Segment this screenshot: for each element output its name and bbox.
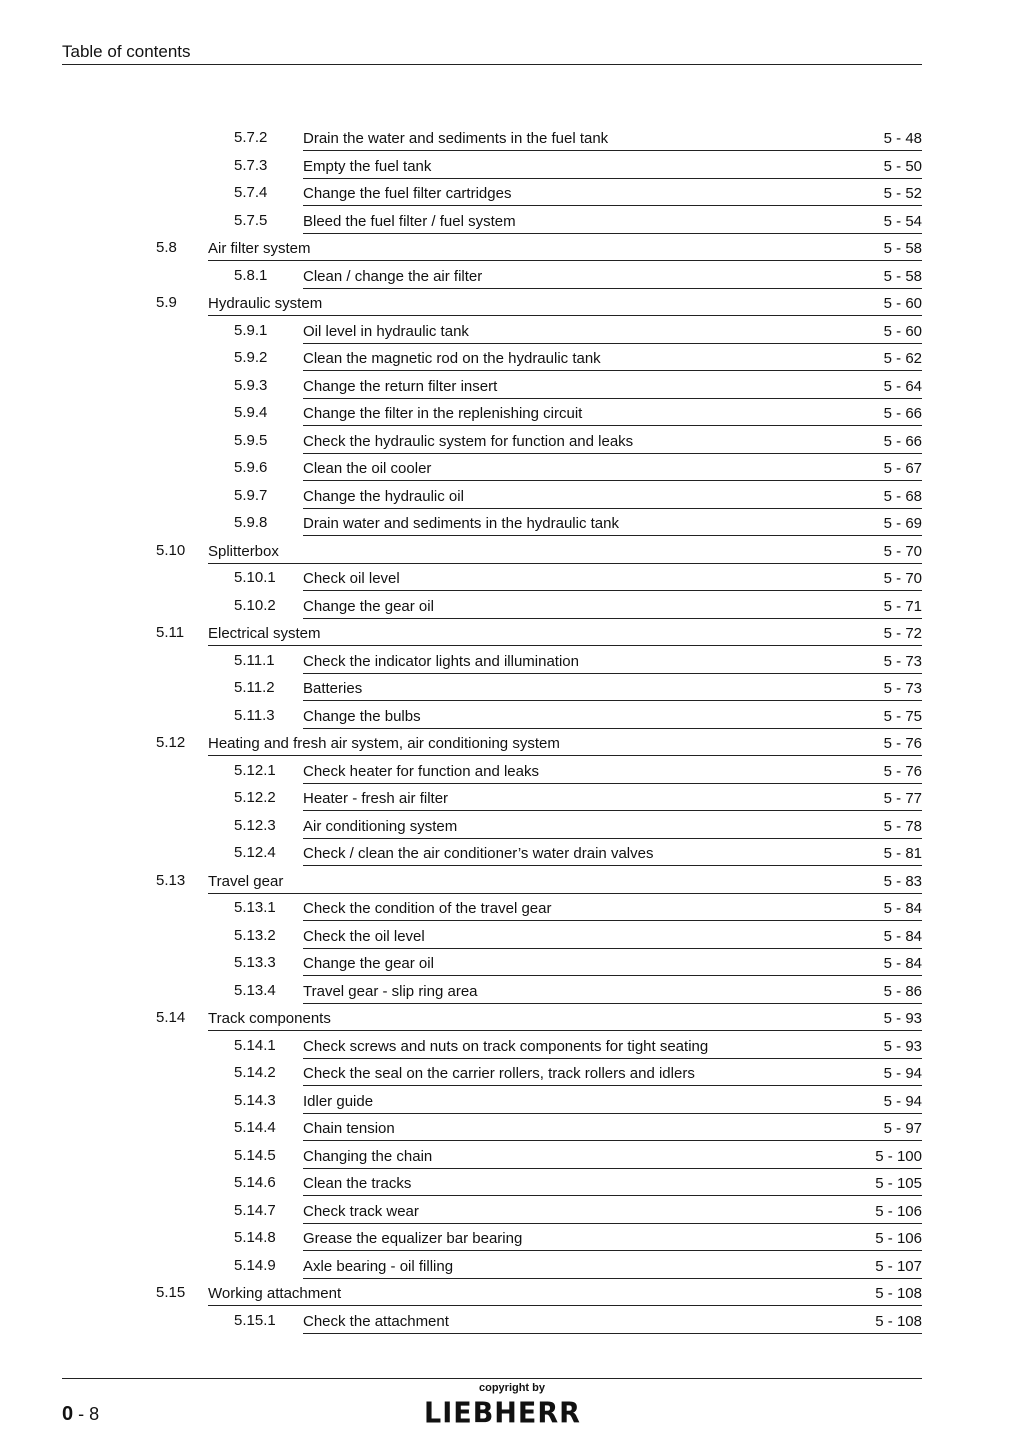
toc-entry-title: Clean the oil cooler	[303, 454, 922, 481]
toc-entry[interactable]	[0, 1224, 1024, 1252]
toc-entry-number: 5.13.2	[234, 926, 276, 944]
toc-entry[interactable]	[0, 1197, 1024, 1225]
chapter-number: 0	[62, 1403, 74, 1425]
toc-entry-number: 5.14.9	[234, 1256, 276, 1274]
toc-entry-number: 5.14.4	[234, 1119, 276, 1136]
toc-entry-number: 5.13.4	[234, 981, 276, 999]
toc-entry-number: 5.12.2	[234, 789, 276, 806]
toc-entry-page: 5 - 73	[883, 652, 922, 670]
toc-entry-page: 5 - 70	[883, 570, 922, 587]
toc-entry[interactable]	[0, 839, 1024, 867]
toc-entry-title: Change the bulbs	[303, 702, 922, 729]
toc-entry-number: 5.9.7	[234, 486, 268, 504]
toc-entry-title: Clean the tracks	[303, 1169, 922, 1196]
toc-entry-page: 5 - 78	[883, 817, 922, 835]
toc-entry[interactable]	[0, 867, 1024, 895]
toc-entry-title: Change the filter in the replenishing circuit	[303, 399, 922, 426]
toc-entry-title: Check track wear	[303, 1197, 922, 1224]
toc-entry-title: Electrical system	[208, 619, 922, 646]
toc-entry[interactable]	[0, 399, 1024, 427]
toc-entry-number: 5.9.8	[234, 514, 268, 531]
toc-entry[interactable]	[0, 784, 1024, 812]
toc-entry-number: 5.14.1	[234, 1036, 276, 1054]
toc-entry-title: Air filter system	[208, 234, 922, 261]
toc-entry-title: Check the condition of the travel gear	[303, 894, 922, 921]
toc-entry-number: 5.14.5	[234, 1146, 276, 1164]
toc-entry-page: 5 - 84	[883, 900, 922, 917]
toc-entry-page: 5 - 93	[883, 1037, 922, 1055]
toc-entry-title: Air conditioning system	[303, 812, 922, 839]
toc-entry-number: 5.14.2	[234, 1064, 276, 1081]
toc-entry[interactable]	[0, 1307, 1024, 1335]
toc-entry[interactable]	[0, 1252, 1024, 1280]
toc-entry[interactable]	[0, 179, 1024, 207]
toc-entry-page: 5 - 93	[883, 1010, 922, 1027]
toc-entry-title: Travel gear - slip ring area	[303, 977, 922, 1004]
toc-entry-title: Change the return filter insert	[303, 372, 922, 399]
toc-entry-page: 5 - 105	[875, 1175, 922, 1192]
toc-entry[interactable]	[0, 344, 1024, 372]
toc-entry-page: 5 - 81	[883, 845, 922, 862]
toc-entry-page: 5 - 106	[875, 1202, 922, 1220]
toc-entry-number: 5.13.1	[234, 899, 276, 916]
toc-entry-page: 5 - 108	[875, 1312, 922, 1330]
toc-entry[interactable]	[0, 729, 1024, 757]
toc-entry-page: 5 - 50	[883, 157, 922, 175]
toc-entry-number: 5.10.1	[234, 569, 276, 586]
toc-entry-number: 5.12.3	[234, 816, 276, 834]
toc-entry-number: 5.7.3	[234, 156, 268, 174]
toc-entry-page: 5 - 94	[883, 1065, 922, 1082]
toc-entry-page: 5 - 58	[883, 267, 922, 285]
toc-entry-number: 5.11.1	[234, 651, 275, 669]
toc-entry-number: 5.7.4	[234, 184, 268, 201]
toc-entry-number: 5.15	[156, 1284, 186, 1301]
toc-entry-page: 5 - 62	[883, 350, 922, 367]
toc-entry[interactable]	[0, 482, 1024, 510]
toc-entry[interactable]	[0, 619, 1024, 647]
toc-entry-number: 5.12.4	[234, 844, 276, 861]
toc-entry-page: 5 - 83	[883, 872, 922, 890]
toc-entry-title: Change the fuel filter cartridges	[303, 179, 922, 206]
toc-entry-page: 5 - 97	[883, 1120, 922, 1137]
toc-entry-number: 5.9.2	[234, 349, 268, 366]
table-of-contents	[0, 124, 1024, 1334]
toc-entry[interactable]	[0, 509, 1024, 537]
toc-entry-number: 5.15.1	[234, 1311, 276, 1329]
toc-entry-title: Clean / change the air filter	[303, 262, 922, 289]
toc-entry-page: 5 - 75	[883, 707, 922, 725]
toc-entry-number: 5.8.1	[234, 266, 268, 284]
toc-entry[interactable]	[0, 1004, 1024, 1032]
toc-entry-title: Idler guide	[303, 1087, 922, 1114]
toc-entry-page: 5 - 60	[883, 322, 922, 340]
footer-divider	[62, 1378, 922, 1379]
toc-entry-number: 5.14.7	[234, 1201, 276, 1219]
toc-entry[interactable]	[0, 1142, 1024, 1170]
toc-entry-number: 5.7.5	[234, 211, 268, 229]
toc-entry[interactable]	[0, 152, 1024, 180]
toc-entry-number: 5.9.6	[234, 459, 268, 476]
toc-entry[interactable]	[0, 977, 1024, 1005]
page-number-rest: - 8	[73, 1404, 100, 1424]
toc-entry[interactable]	[0, 1279, 1024, 1307]
toc-entry-number: 5.10	[156, 541, 186, 559]
toc-entry-page: 5 - 58	[883, 240, 922, 257]
toc-entry[interactable]	[0, 1087, 1024, 1115]
toc-entry-page: 5 - 84	[883, 927, 922, 945]
toc-entry[interactable]	[0, 537, 1024, 565]
toc-entry-number: 5.9.1	[234, 321, 268, 339]
toc-entry-number: 5.9.3	[234, 376, 268, 394]
toc-entry-number: 5.14.3	[234, 1091, 276, 1109]
toc-entry[interactable]	[0, 207, 1024, 235]
toc-entry[interactable]	[0, 372, 1024, 400]
toc-entry[interactable]	[0, 949, 1024, 977]
toc-entry-title: Working attachment	[208, 1279, 922, 1306]
toc-entry-number: 5.13.3	[234, 954, 276, 971]
logo-wordmark: LIEBHERR	[424, 1397, 581, 1430]
header-divider	[62, 64, 922, 65]
toc-entry[interactable]	[0, 757, 1024, 785]
toc-entry-page: 5 - 108	[875, 1285, 922, 1302]
toc-entry-page: 5 - 67	[883, 460, 922, 477]
toc-entry-page: 5 - 52	[883, 185, 922, 202]
toc-entry-page: 5 - 106	[875, 1230, 922, 1247]
toc-entry-number: 5.10.2	[234, 596, 276, 614]
toc-entry-title: Check / clean the air conditioner’s water drain valves	[303, 839, 922, 866]
toc-entry[interactable]	[0, 922, 1024, 950]
toc-entry-title: Track components	[208, 1004, 922, 1031]
toc-entry-title: Change the hydraulic oil	[303, 482, 922, 509]
toc-entry-title: Drain water and sediments in the hydraulic tank	[303, 509, 922, 536]
toc-entry[interactable]	[0, 1114, 1024, 1142]
toc-entry-page: 5 - 73	[883, 680, 922, 697]
toc-entry[interactable]	[0, 234, 1024, 262]
toc-entry-page: 5 - 71	[883, 597, 922, 615]
toc-entry-number: 5.7.2	[234, 129, 268, 146]
toc-entry[interactable]	[0, 1032, 1024, 1060]
toc-entry-number: 5.11.2	[234, 679, 275, 696]
toc-entry-title: Check oil level	[303, 564, 922, 591]
liebherr-logo	[424, 1399, 600, 1429]
toc-entry-page: 5 - 48	[883, 130, 922, 147]
toc-entry-title: Grease the equalizer bar bearing	[303, 1224, 922, 1251]
toc-entry-title: Check the seal on the carrier rollers, track rollers and idlers	[303, 1059, 922, 1086]
toc-entry-number: 5.14.6	[234, 1174, 276, 1191]
toc-entry-page: 5 - 76	[883, 735, 922, 752]
toc-entry-number: 5.12	[156, 734, 186, 751]
toc-entry-page: 5 - 68	[883, 487, 922, 505]
toc-entry-page: 5 - 84	[883, 955, 922, 972]
toc-entry-title: Changing the chain	[303, 1142, 922, 1169]
toc-entry-page: 5 - 66	[883, 405, 922, 422]
toc-entry-title: Splitterbox	[208, 537, 922, 564]
toc-entry-title: Bleed the fuel filter / fuel system	[303, 207, 922, 234]
page-header-title: Table of contents	[62, 42, 191, 61]
toc-entry-number: 5.11	[156, 624, 185, 641]
toc-entry[interactable]	[0, 454, 1024, 482]
toc-entry-number: 5.14.8	[234, 1229, 276, 1246]
toc-entry-title: Axle bearing - oil filling	[303, 1252, 922, 1279]
toc-entry-title: Hydraulic system	[208, 289, 922, 316]
toc-entry-page: 5 - 77	[883, 790, 922, 807]
toc-entry-page: 5 - 60	[883, 295, 922, 312]
toc-entry-page: 5 - 54	[883, 212, 922, 230]
toc-entry-page: 5 - 107	[875, 1257, 922, 1275]
toc-entry-title: Batteries	[303, 674, 922, 701]
toc-entry[interactable]	[0, 1169, 1024, 1197]
toc-entry-title: Change the gear oil	[303, 592, 922, 619]
toc-entry-title: Drain the water and sediments in the fuel tank	[303, 124, 922, 151]
toc-entry[interactable]	[0, 317, 1024, 345]
toc-entry-title: Clean the magnetic rod on the hydraulic tank	[303, 344, 922, 371]
toc-entry-title: Check the indicator lights and illumination	[303, 647, 922, 674]
toc-entry-number: 5.9	[156, 294, 177, 311]
toc-entry-page: 5 - 70	[883, 542, 922, 560]
toc-entry[interactable]	[0, 124, 1024, 152]
toc-entry[interactable]	[0, 564, 1024, 592]
copyright-label: copyright by	[478, 1382, 545, 1394]
toc-entry[interactable]	[0, 1059, 1024, 1087]
toc-entry-title: Empty the fuel tank	[303, 152, 922, 179]
toc-entry-number: 5.14	[156, 1009, 186, 1026]
toc-entry-title: Heater - fresh air filter	[303, 784, 922, 811]
toc-entry-title: Check screws and nuts on track components for tight seating	[303, 1032, 922, 1059]
toc-entry-page: 5 - 86	[883, 982, 922, 1000]
toc-entry-title: Oil level in hydraulic tank	[303, 317, 922, 344]
toc-entry-title: Check the oil level	[303, 922, 922, 949]
page-number	[62, 1403, 99, 1426]
toc-entry-page: 5 - 64	[883, 377, 922, 395]
toc-entry[interactable]	[0, 289, 1024, 317]
toc-entry-title: Heating and fresh air system, air conditioning system	[208, 729, 922, 756]
toc-entry[interactable]	[0, 894, 1024, 922]
toc-entry-title: Check heater for function and leaks	[303, 757, 922, 784]
toc-entry-page: 5 - 72	[883, 625, 922, 642]
toc-entry-number: 5.13	[156, 871, 186, 889]
toc-entry-number: 5.11.3	[234, 706, 275, 724]
toc-entry-number: 5.8	[156, 239, 177, 256]
toc-entry-title: Change the gear oil	[303, 949, 922, 976]
toc-entry-page: 5 - 69	[883, 515, 922, 532]
toc-entry-title: Check the hydraulic system for function and leaks	[303, 427, 922, 454]
toc-entry-number: 5.9.4	[234, 404, 268, 421]
toc-entry-page: 5 - 94	[883, 1092, 922, 1110]
toc-entry-number: 5.12.1	[234, 761, 276, 779]
toc-entry[interactable]	[0, 674, 1024, 702]
toc-entry-title: Check the attachment	[303, 1307, 922, 1334]
toc-entry-page: 5 - 66	[883, 432, 922, 450]
toc-entry-number: 5.9.5	[234, 431, 268, 449]
toc-entry-title: Travel gear	[208, 867, 922, 894]
toc-entry[interactable]	[0, 427, 1024, 455]
toc-entry[interactable]	[0, 702, 1024, 730]
toc-entry-page: 5 - 100	[875, 1147, 922, 1165]
toc-entry-page: 5 - 76	[883, 762, 922, 780]
toc-entry[interactable]	[0, 592, 1024, 620]
toc-entry[interactable]	[0, 812, 1024, 840]
toc-entry[interactable]	[0, 262, 1024, 290]
toc-entry-title: Chain tension	[303, 1114, 922, 1141]
toc-entry[interactable]	[0, 647, 1024, 675]
